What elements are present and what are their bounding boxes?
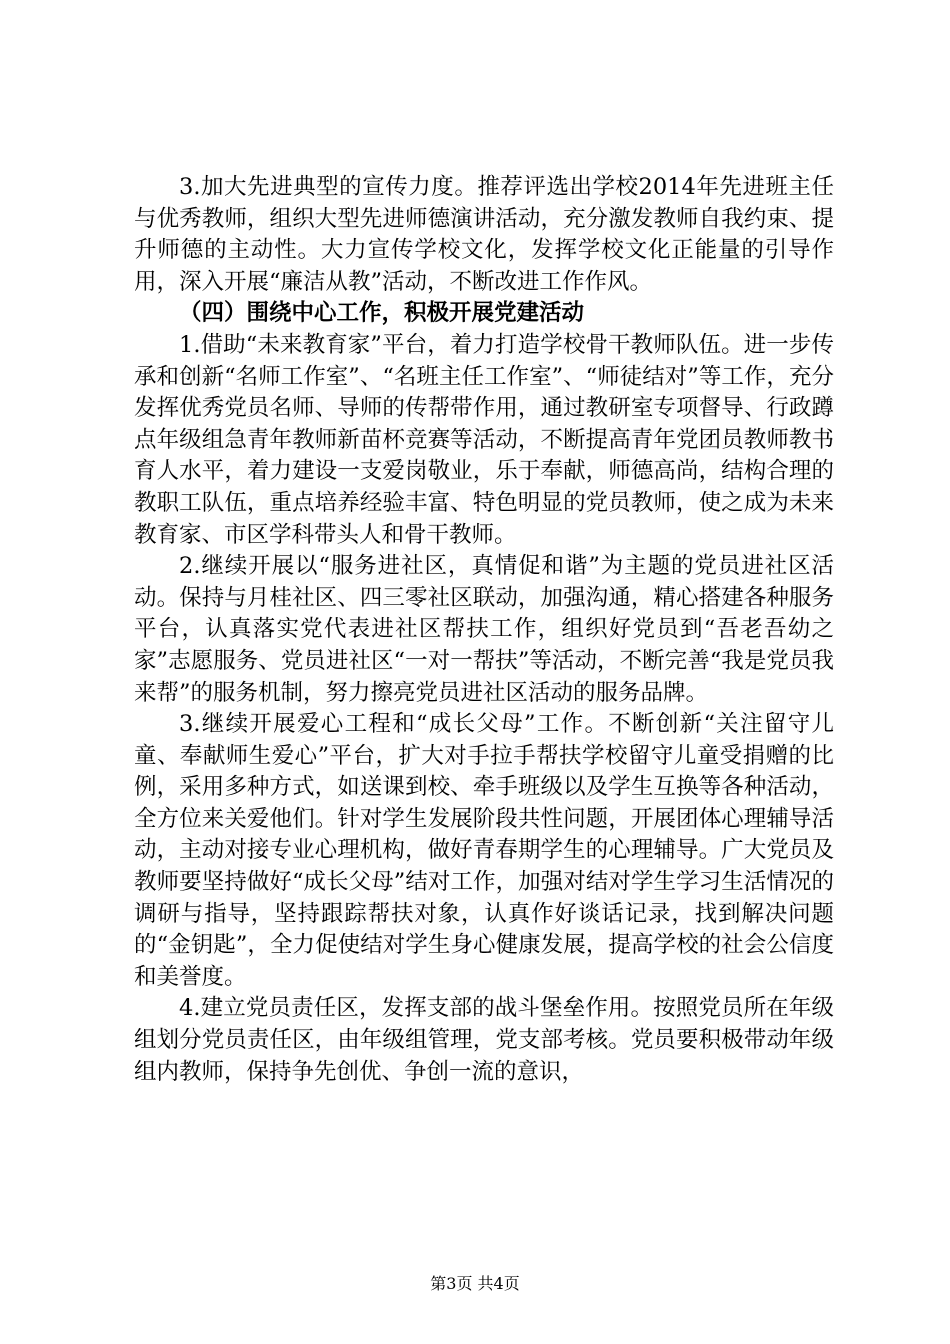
paragraph-5: 4.建立党员责任区，发挥支部的战斗堡垒作用。按照党员所在年级组划分党员责任区，由年级组管理，党支部考核。党员要积极带动年级组内教师，保持争先创优、争创一流的意识，: [134, 995, 834, 1085]
page-footer: 第3页 共4页: [430, 1274, 520, 1293]
paragraph-2: 1.借助“未来教育家”平台，着力打造学校骨干教师队伍。进一步传承和创新“名师工作室”、“名班主任工作室”、“师徒结对”等工作，充分发挥优秀党员名师、导师的传帮带作用，通过教研室专项督导、行政蹲点年级组急青年教师新苗杯竞赛等活动，不断提高青年党团员教师教书育人水平，着力建设一支爱岗敬业，乐于奉献，师德高尚，结构合理的教职工队伍，重点培养经验丰富、特色明显的党员教师，使之成为未来教育家、市区学科带头人和骨干教师。: [134, 331, 834, 548]
paragraph-1: 3.加大先进典型的宣传力度。推荐评选出学校2014年先进班主任与优秀教师，组织大型先进师德演讲活动，充分激发教师自我约束、提升师德的主动性。大力宣传学校文化，发挥学校文化正能量的引导作用，深入开展“廉洁从教”活动，不断改进工作作风。: [134, 174, 834, 295]
document-body: [134, 172, 834, 1088]
paragraph-4: 3.继续开展爱心工程和“成长父母”工作。不断创新“关注留守儿童、奉献师生爱心”平台，扩大对手拉手帮扶学校留守儿童受捐赠的比例，采用多种方式，如送课到校、牵手班级以及学生互换等各种活动，全方位来关爱他们。针对学生发展阶段共性问题，开展团体心理辅导活动，主动对接专业心理机构，做好青春期学生的心理辅导。广大党员及教师要坚持做好“成长父母”结对工作，加强对结对学生学习生活情况的调研与指导，坚持跟踪帮扶对象，认真作好谈话记录，找到解决问题的“金钥匙”，全力促使结对学生身心健康发展，提高学校的社会公信度和美誉度。: [134, 711, 834, 990]
section-heading: （四）围绕中心工作，积极开展党建活动: [179, 300, 585, 327]
paragraph-3: 2.继续开展以“服务进社区，真情促和谐”为主题的党员进社区活动。保持与月桂社区、四三零社区联动，加强沟通，精心搭建各种服务平台，认真落实党代表进社区帮扶工作，组织好党员到“吾老吾幼之家”志愿服务、党员进社区“一对一帮扶”等活动，不断完善“我是党员我来帮”的服务机制，努力擦亮党员进社区活动的服务品牌。: [134, 553, 834, 706]
